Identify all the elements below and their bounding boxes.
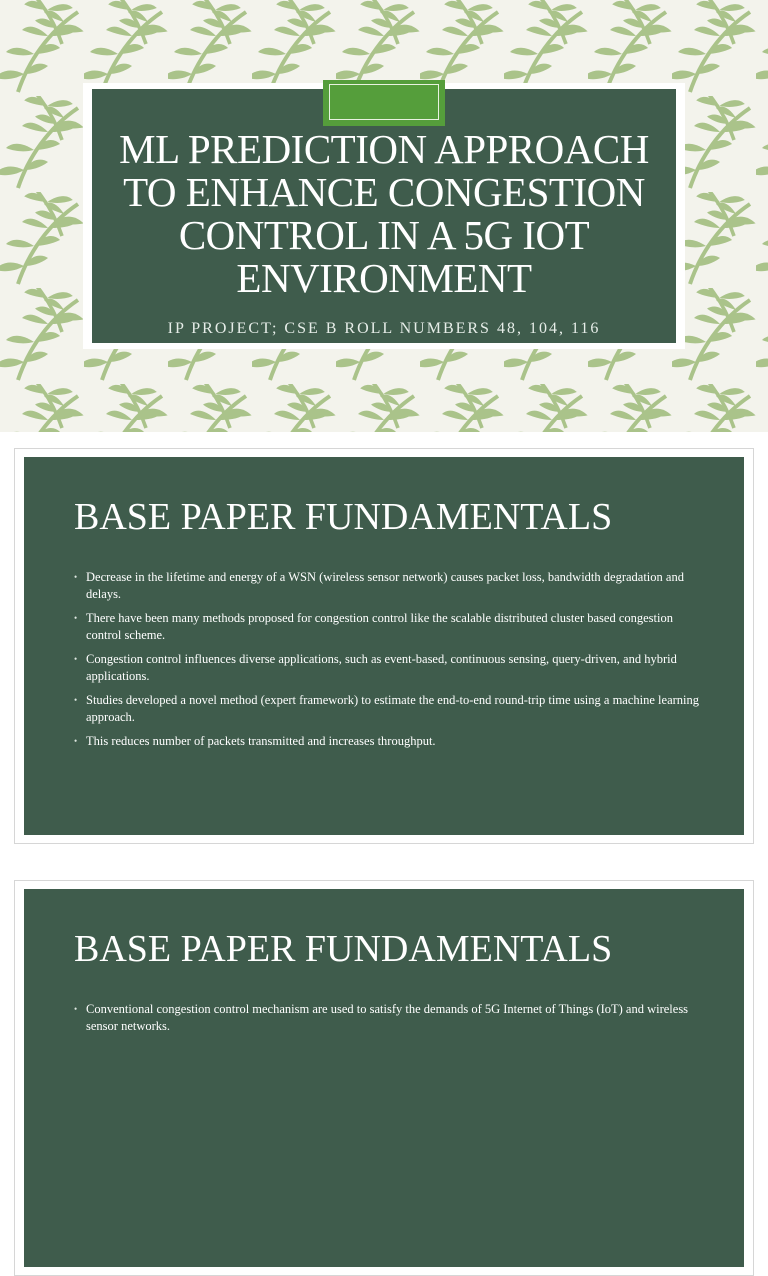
bullet-text: Congestion control influences diverse applications, such as event-based, continuous sensing, query-driven, and hybrid applications.	[86, 652, 677, 683]
bullet-dot-icon: •	[74, 736, 78, 746]
bullet-text: Decrease in the lifetime and energy of a WSN (wireless sensor network) causes packet loss, bandwidth degradation and delays.	[86, 570, 684, 601]
bullet-item	[74, 651, 704, 685]
slide-panel	[24, 889, 744, 1267]
bullet-item	[74, 569, 704, 603]
slide-heading: BASE PAPER FUNDAMENTALS	[74, 496, 613, 538]
bullet-item	[74, 733, 704, 750]
bullet-text: This reduces number of packets transmitted and increases throughput.	[86, 734, 436, 748]
bullet-dot-icon: •	[74, 654, 78, 664]
slide-base-paper-1	[14, 448, 754, 844]
bullet-dot-icon: •	[74, 613, 78, 623]
title-accent-tab-border	[329, 84, 439, 120]
slide-base-paper-2	[14, 880, 754, 1276]
bullet-text: Conventional congestion control mechanism are used to satisfy the demands of 5G Internet of Things (IoT) and wireless sensor networks.	[86, 1002, 689, 1033]
presentation-subtitle: IP PROJECT; CSE B ROLL NUMBERS 48, 104, 116	[167, 320, 601, 337]
bullet-item	[74, 1001, 704, 1035]
bullet-list	[74, 1001, 704, 1042]
slide-heading: BASE PAPER FUNDAMENTALS	[74, 928, 613, 970]
title-slide	[0, 0, 768, 432]
bullet-item	[74, 610, 704, 644]
bullet-dot-icon: •	[74, 1004, 78, 1014]
bullet-text: There have been many methods proposed for congestion control like the scalable distributed cluster based congestion control scheme.	[86, 611, 673, 642]
presentation-title: ML PREDICTION APPROACH TO ENHANCE CONGESTION CONTROL IN A 5G IOT ENVIRONMENT	[119, 126, 649, 301]
bullet-text: Studies developed a novel method (expert framework) to estimate the end-to-end round-trip time using a machine learning approach.	[86, 693, 700, 724]
bullet-dot-icon: •	[74, 695, 78, 705]
bullet-dot-icon: •	[74, 572, 78, 582]
slide-panel	[24, 457, 744, 835]
bullet-list	[74, 569, 704, 757]
title-accent-tab	[323, 80, 445, 126]
bullet-item	[74, 692, 704, 726]
